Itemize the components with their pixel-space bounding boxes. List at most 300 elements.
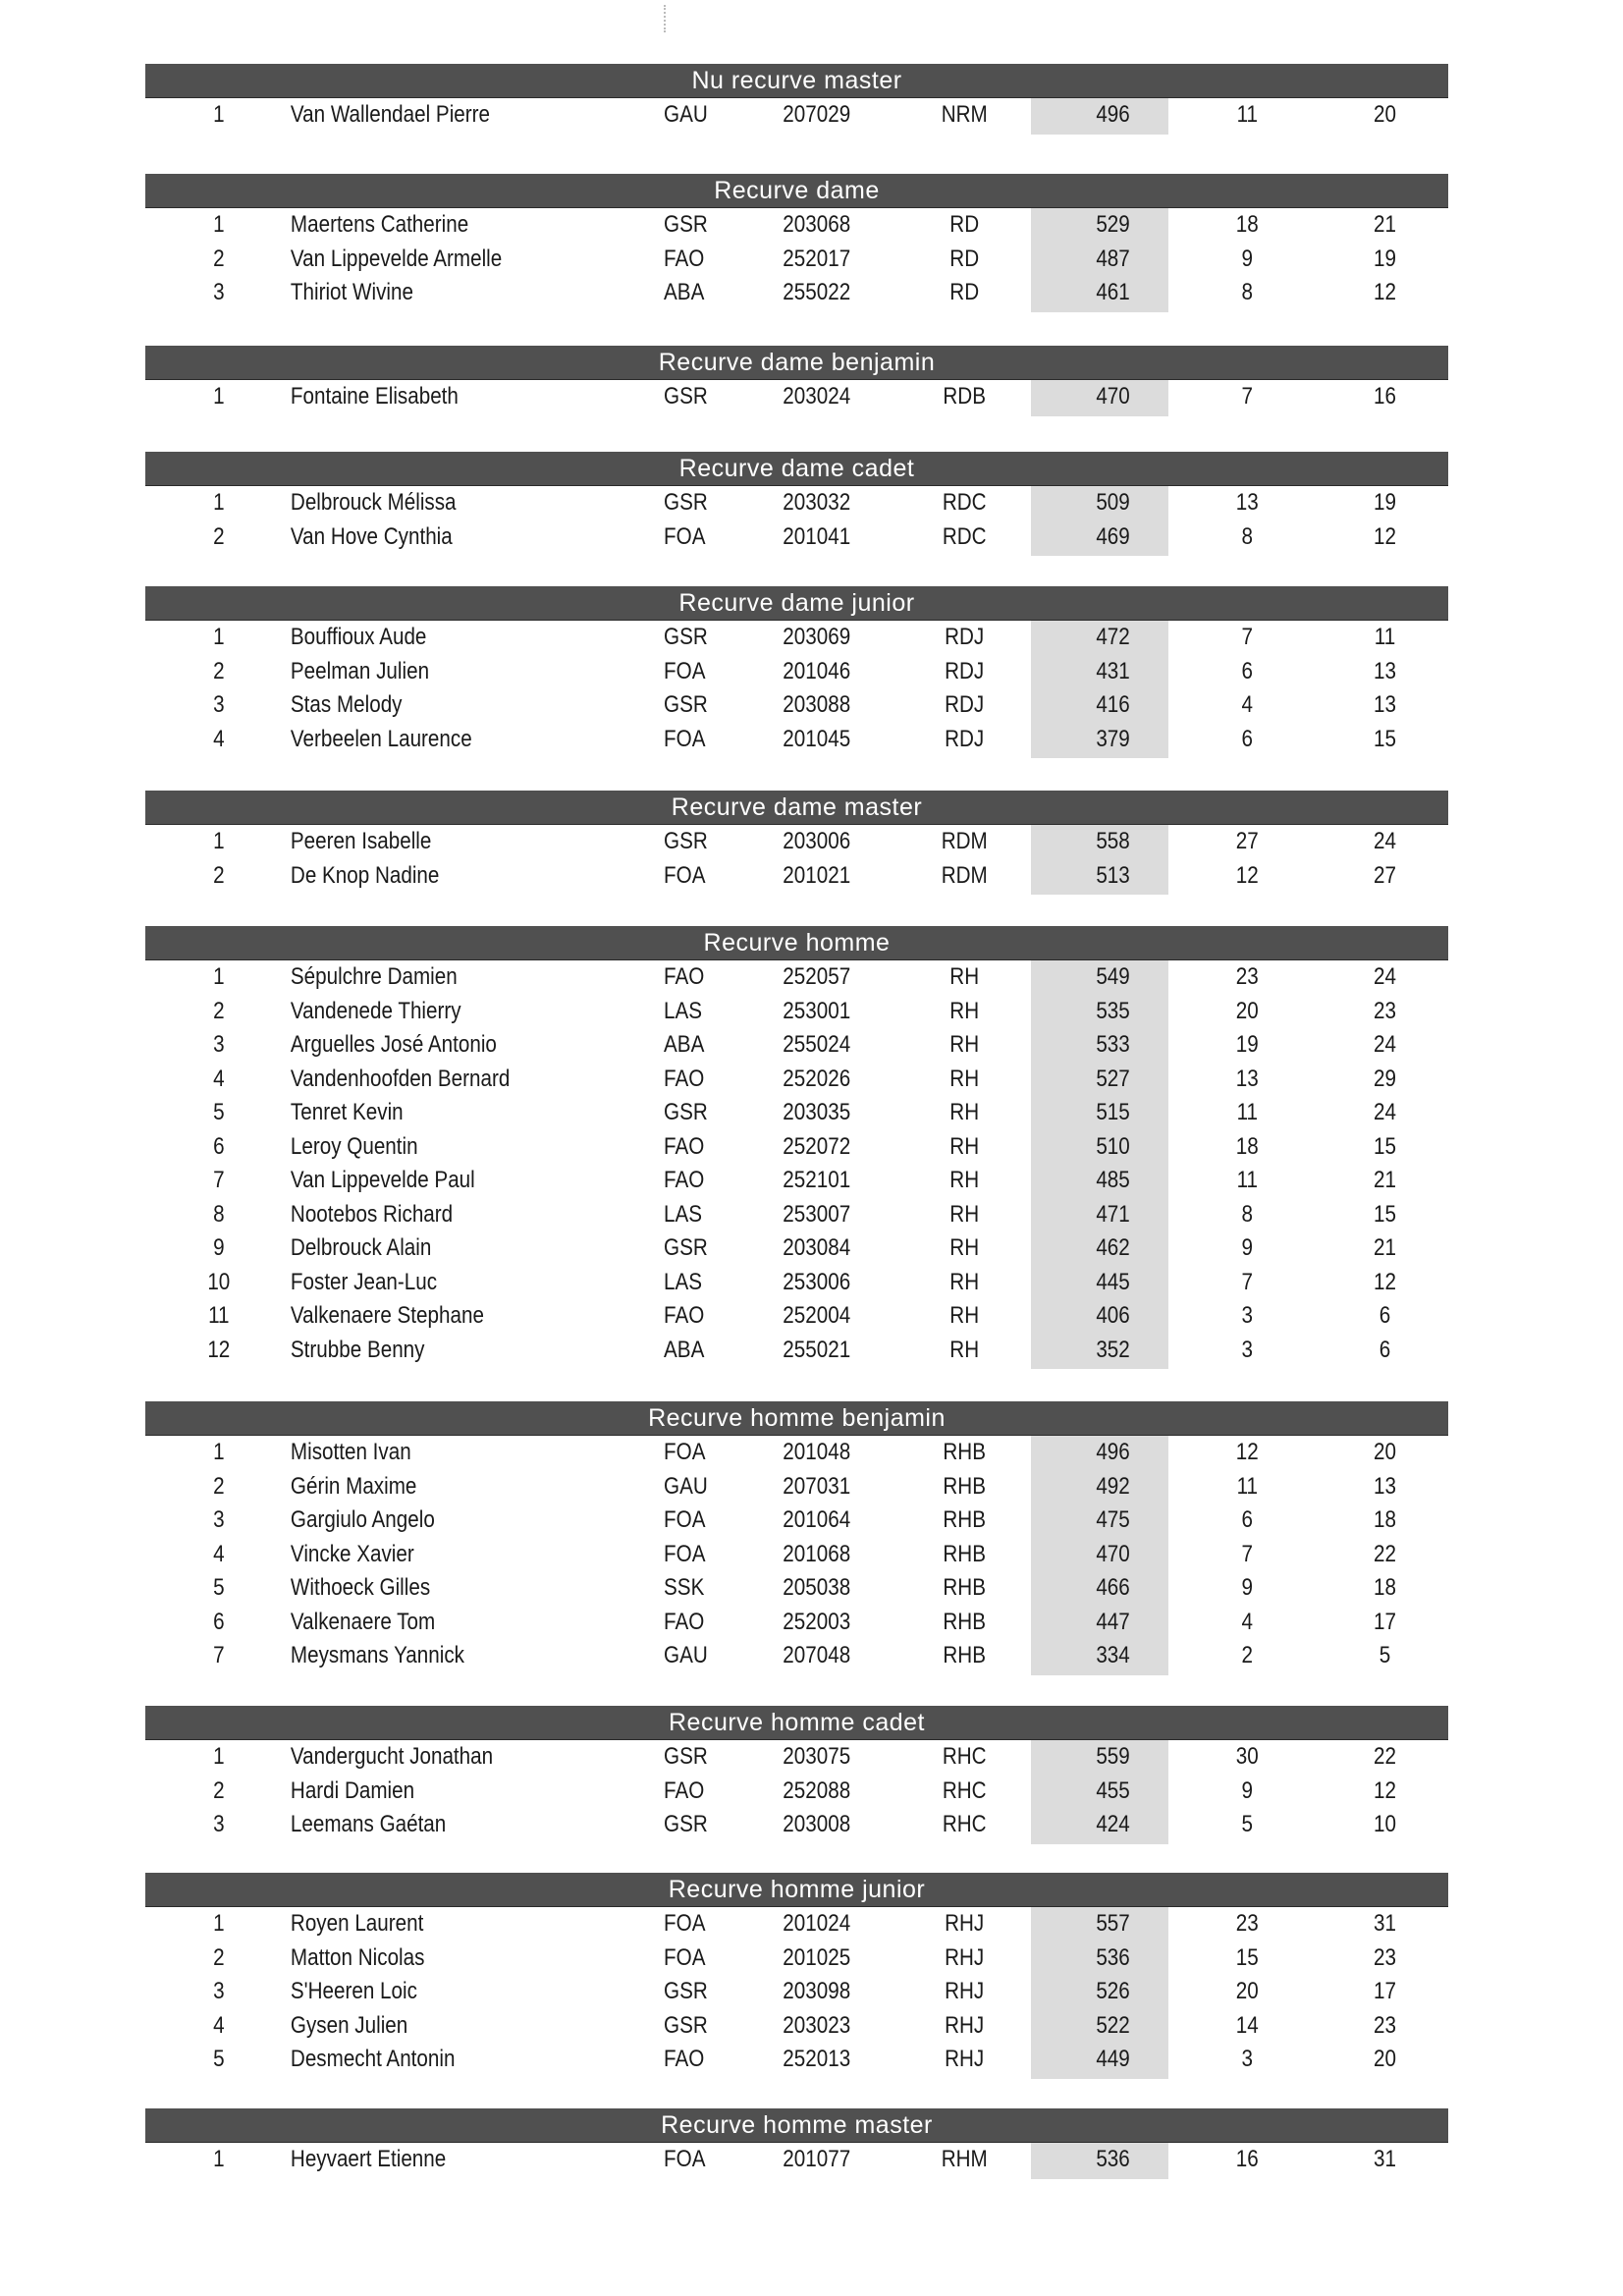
table-row	[145, 960, 1448, 995]
name-cell: Stas Melody	[290, 691, 403, 718]
category-cell: RHB	[943, 1439, 986, 1465]
col8-cell: 12	[1373, 522, 1396, 550]
col8-cell: 20	[1373, 101, 1396, 128]
category-cell: RHJ	[945, 1978, 985, 2004]
name-cell: Tenret Kevin	[290, 1099, 404, 1125]
col8-cell: 19	[1373, 489, 1396, 516]
score-cell: 445	[1096, 1268, 1130, 1295]
category-cell: RHJ	[945, 1910, 985, 1937]
club-cell: FOA	[664, 2146, 706, 2172]
name-cell: Meysmans Yannick	[290, 1642, 464, 1668]
license-cell: 201041	[783, 522, 851, 550]
club-cell: FAO	[664, 1132, 705, 1160]
license-cell: 252072	[783, 1132, 851, 1160]
score-cell: 536	[1096, 2146, 1130, 2172]
club-cell: GSR	[664, 691, 708, 718]
col7-cell: 11	[1236, 101, 1259, 128]
license-cell: 207048	[783, 1642, 851, 1668]
club-cell: GSR	[664, 489, 708, 516]
rank-cell: 2	[213, 245, 225, 272]
rank-cell: 2	[213, 1943, 225, 1971]
table-row	[145, 621, 1448, 655]
score-cell: 492	[1096, 1472, 1130, 1500]
score-cell: 449	[1096, 2046, 1130, 2072]
rank-cell: 6	[213, 1608, 225, 1635]
col7-cell: 14	[1235, 2011, 1259, 2039]
rank-cell: 5	[213, 2046, 225, 2072]
license-cell: 203032	[783, 489, 851, 516]
score-cell: 522	[1096, 2011, 1130, 2039]
col7-cell: 7	[1241, 383, 1254, 410]
rank-cell: 3	[213, 279, 225, 305]
col8-cell: 21	[1373, 1234, 1396, 1261]
table-row	[145, 520, 1448, 555]
name-cell: Verbeelen Laurence	[290, 725, 472, 752]
table-row	[145, 243, 1448, 277]
col7-cell: 2	[1241, 1642, 1254, 1668]
rank-cell: 2	[213, 1777, 225, 1804]
club-cell: FAO	[664, 1777, 705, 1804]
license-cell: 203006	[783, 828, 851, 854]
license-cell: 253006	[783, 1268, 851, 1295]
category-cell: RHJ	[945, 2011, 985, 2039]
club-cell: GSR	[664, 1234, 708, 1261]
score-cell: 533	[1096, 1031, 1130, 1058]
club-cell: FOA	[664, 1439, 706, 1465]
rank-cell: 3	[213, 1978, 225, 2004]
col8-cell: 17	[1373, 1608, 1396, 1635]
score-cell: 470	[1096, 1540, 1130, 1567]
category-cell: RDC	[942, 489, 987, 516]
col8-cell: 16	[1373, 383, 1396, 410]
section-recurve-homme-benjamin	[145, 1401, 1448, 1673]
name-cell: Heyvaert Etienne	[290, 2146, 447, 2172]
section-header: Recurve homme benjamin	[145, 1401, 1448, 1436]
section-recurve-homme-master	[145, 2108, 1448, 2177]
col8-cell: 15	[1373, 1200, 1396, 1228]
col8-cell: 22	[1373, 1540, 1396, 1567]
score-cell: 529	[1096, 211, 1130, 238]
table-row	[145, 1975, 1448, 2009]
score-cell: 431	[1096, 657, 1130, 684]
name-cell: Valkenaere Tom	[290, 1608, 436, 1635]
results-table	[145, 621, 1448, 756]
col7-cell: 23	[1235, 963, 1259, 990]
col8-cell: 18	[1373, 1574, 1396, 1601]
section-header: Recurve dame cadet	[145, 452, 1448, 486]
club-cell: LAS	[664, 1200, 703, 1228]
name-cell: Vincke Xavier	[290, 1540, 414, 1567]
table-row	[145, 1436, 1448, 1470]
license-cell: 201024	[783, 1910, 851, 1937]
col7-cell: 6	[1241, 1506, 1254, 1533]
club-cell: GSR	[664, 211, 708, 238]
category-cell: RHB	[943, 1472, 986, 1500]
col8-cell: 29	[1373, 1065, 1396, 1092]
rank-cell: 10	[207, 1268, 231, 1295]
table-row	[145, 1538, 1448, 1572]
rank-cell: 2	[213, 861, 225, 889]
license-cell: 203008	[783, 1811, 851, 1837]
club-cell: FAO	[664, 1302, 705, 1329]
col8-cell: 12	[1373, 279, 1396, 305]
score-cell: 526	[1096, 1978, 1130, 2004]
table-row	[145, 1231, 1448, 1266]
col7-cell: 4	[1241, 691, 1254, 718]
col7-cell: 19	[1235, 1031, 1259, 1058]
score-cell: 406	[1096, 1302, 1130, 1329]
license-cell: 201077	[783, 2146, 851, 2172]
club-cell: GSR	[664, 2011, 708, 2039]
club-cell: GAU	[664, 101, 708, 128]
col7-cell: 18	[1235, 1132, 1259, 1160]
score-cell: 513	[1096, 861, 1130, 889]
col7-cell: 13	[1235, 489, 1259, 516]
name-cell: Peelman Julien	[290, 657, 430, 684]
license-cell: 252004	[783, 1302, 851, 1329]
club-cell: LAS	[664, 1268, 703, 1295]
name-cell: Withoeck Gilles	[290, 1574, 431, 1601]
club-cell: ABA	[664, 1336, 705, 1363]
license-cell: 252026	[783, 1065, 851, 1092]
col7-cell: 23	[1235, 1910, 1259, 1937]
category-cell: RH	[949, 1302, 980, 1329]
table-row	[145, 1775, 1448, 1809]
score-cell: 496	[1096, 101, 1130, 128]
results-table	[145, 2143, 1448, 2177]
col7-cell: 11	[1236, 1472, 1259, 1500]
section-header: Nu recurve master	[145, 64, 1448, 98]
club-cell: GSR	[664, 624, 708, 650]
col7-cell: 7	[1241, 624, 1254, 650]
table-row	[145, 2143, 1448, 2177]
category-cell: RHJ	[945, 2046, 985, 2072]
table-row	[145, 1808, 1448, 1842]
section-recurve-dame	[145, 174, 1448, 310]
results-table	[145, 1740, 1448, 1842]
score-cell: 379	[1096, 725, 1130, 752]
col7-cell: 27	[1235, 828, 1259, 854]
rank-cell: 7	[213, 1167, 225, 1193]
score-cell: 535	[1096, 997, 1130, 1024]
category-cell: RDJ	[945, 725, 985, 752]
col8-cell: 19	[1373, 245, 1396, 272]
table-row	[145, 1334, 1448, 1368]
col8-cell: 15	[1373, 725, 1396, 752]
name-cell: Vandenhoofden Bernard	[290, 1065, 511, 1092]
score-cell: 334	[1096, 1642, 1130, 1668]
club-cell: SSK	[664, 1574, 705, 1601]
score-cell: 471	[1096, 1200, 1130, 1228]
table-row	[145, 1063, 1448, 1097]
score-cell: 485	[1096, 1167, 1130, 1193]
rank-cell: 3	[213, 1031, 225, 1058]
section-recurve-dame-benjamin	[145, 346, 1448, 414]
name-cell: Delbrouck Alain	[290, 1234, 432, 1261]
rank-cell: 1	[213, 101, 225, 128]
results-table	[145, 1436, 1448, 1673]
club-cell: GAU	[664, 1642, 708, 1668]
score-cell: 455	[1096, 1777, 1130, 1804]
rank-cell: 2	[213, 657, 225, 684]
license-cell: 201046	[783, 657, 851, 684]
col7-cell: 12	[1235, 861, 1259, 889]
rank-cell: 1	[213, 1439, 225, 1465]
license-cell: 252003	[783, 1608, 851, 1635]
name-cell: Van Lippevelde Paul	[290, 1167, 475, 1193]
rank-cell: 4	[213, 2011, 225, 2039]
table-row	[145, 1740, 1448, 1775]
club-cell: FOA	[664, 861, 706, 889]
col8-cell: 21	[1373, 211, 1396, 238]
license-cell: 201025	[783, 1943, 851, 1971]
col8-cell: 31	[1373, 2146, 1396, 2172]
rank-cell: 12	[207, 1336, 231, 1363]
category-cell: RHB	[943, 1540, 986, 1567]
table-row	[145, 1266, 1448, 1300]
name-cell: Van Hove Cynthia	[290, 522, 453, 550]
category-cell: RH	[949, 1132, 980, 1160]
club-cell: GAU	[664, 1472, 708, 1500]
rank-cell: 8	[213, 1200, 225, 1228]
club-cell: GSR	[664, 1743, 708, 1770]
col8-cell: 12	[1373, 1777, 1396, 1804]
club-cell: FAO	[664, 1608, 705, 1635]
license-cell: 203084	[783, 1234, 851, 1261]
col8-cell: 18	[1373, 1506, 1396, 1533]
name-cell: Vandenede Thierry	[290, 997, 461, 1024]
section-header: Recurve dame	[145, 174, 1448, 208]
rank-cell: 3	[213, 691, 225, 718]
rank-cell: 1	[213, 828, 225, 854]
rank-cell: 2	[213, 522, 225, 550]
score-cell: 447	[1096, 1608, 1130, 1635]
license-cell: 201064	[783, 1506, 851, 1533]
category-cell: RH	[949, 1234, 980, 1261]
section-recurve-dame-master	[145, 791, 1448, 893]
col8-cell: 23	[1373, 997, 1396, 1024]
rank-cell: 2	[213, 997, 225, 1024]
results-table	[145, 486, 1448, 554]
score-cell: 559	[1096, 1743, 1130, 1770]
col7-cell: 9	[1241, 1777, 1254, 1804]
name-cell: Van Lippevelde Armelle	[290, 245, 503, 272]
results-table	[145, 208, 1448, 310]
license-cell: 252101	[783, 1167, 851, 1193]
col8-cell: 5	[1379, 1642, 1391, 1668]
col7-cell: 8	[1241, 1200, 1254, 1228]
category-cell: RDM	[941, 861, 988, 889]
club-cell: FOA	[664, 1506, 706, 1533]
col8-cell: 23	[1373, 1943, 1396, 1971]
score-cell: 557	[1096, 1910, 1130, 1937]
category-cell: RH	[949, 997, 980, 1024]
table-row	[145, 2043, 1448, 2077]
score-cell: 496	[1096, 1439, 1130, 1465]
category-cell: RHC	[942, 1743, 987, 1770]
name-cell: Fontaine Elisabeth	[290, 383, 459, 410]
col8-cell: 13	[1373, 657, 1396, 684]
club-cell: FAO	[664, 1167, 705, 1193]
score-cell: 558	[1096, 828, 1130, 854]
rank-cell: 4	[213, 1065, 225, 1092]
col8-cell: 12	[1373, 1268, 1396, 1295]
name-cell: Hardi Damien	[290, 1777, 415, 1804]
col8-cell: 11	[1374, 624, 1396, 650]
license-cell: 255022	[783, 279, 851, 305]
name-cell: Matton Nicolas	[290, 1943, 425, 1971]
name-cell: Gargiulo Angelo	[290, 1506, 435, 1533]
col7-cell: 9	[1241, 1574, 1254, 1601]
col7-cell: 8	[1241, 279, 1254, 305]
category-cell: RD	[949, 279, 980, 305]
category-cell: RD	[949, 211, 980, 238]
license-cell: 203023	[783, 2011, 851, 2039]
category-cell: RDM	[941, 828, 988, 854]
name-cell: Van Wallendael Pierre	[290, 101, 490, 128]
col7-cell: 30	[1235, 1743, 1259, 1770]
table-row	[145, 2009, 1448, 2044]
table-row	[145, 859, 1448, 894]
col8-cell: 13	[1373, 691, 1396, 718]
license-cell: 203069	[783, 624, 851, 650]
category-cell: RH	[949, 1065, 980, 1092]
name-cell: Maertens Catherine	[290, 211, 469, 238]
results-table	[145, 1907, 1448, 2077]
col8-cell: 24	[1373, 1099, 1396, 1125]
section-recurve-homme	[145, 926, 1448, 1367]
col8-cell: 6	[1379, 1336, 1391, 1363]
table-row	[145, 486, 1448, 520]
license-cell: 203035	[783, 1099, 851, 1125]
category-cell: RH	[949, 1031, 980, 1058]
col8-cell: 17	[1373, 1978, 1396, 2004]
name-cell: Delbrouck Mélissa	[290, 489, 457, 516]
section-header: Recurve homme	[145, 926, 1448, 960]
table-row	[145, 1130, 1448, 1165]
score-cell: 416	[1096, 691, 1130, 718]
col8-cell: 20	[1373, 2046, 1396, 2072]
col7-cell: 11	[1236, 1167, 1259, 1193]
rank-cell: 1	[213, 383, 225, 410]
rank-cell: 3	[213, 1811, 225, 1837]
rank-cell: 11	[208, 1302, 230, 1329]
category-cell: RH	[949, 1200, 980, 1228]
score-cell: 352	[1096, 1336, 1130, 1363]
category-cell: RDC	[942, 522, 987, 550]
table-row	[145, 1164, 1448, 1198]
name-cell: Valkenaere Stephane	[290, 1302, 484, 1329]
rank-cell: 5	[213, 1099, 225, 1125]
license-cell: 252017	[783, 245, 851, 272]
col8-cell: 24	[1373, 1031, 1396, 1058]
club-cell: FOA	[664, 1910, 706, 1937]
score-cell: 549	[1096, 963, 1130, 990]
score-cell: 466	[1096, 1574, 1130, 1601]
col8-cell: 27	[1373, 861, 1396, 889]
rank-cell: 1	[213, 1743, 225, 1770]
name-cell: Royen Laurent	[290, 1910, 424, 1937]
section-header: Recurve homme cadet	[145, 1706, 1448, 1740]
score-cell: 462	[1096, 1234, 1130, 1261]
table-row	[145, 825, 1448, 859]
col8-cell: 10	[1373, 1811, 1396, 1837]
score-cell: 487	[1096, 245, 1130, 272]
results-table	[145, 98, 1448, 133]
table-row	[145, 1503, 1448, 1538]
license-cell: 252088	[783, 1777, 851, 1804]
col8-cell: 6	[1379, 1302, 1391, 1329]
score-cell: 475	[1096, 1506, 1130, 1533]
club-cell: ABA	[664, 279, 705, 305]
license-cell: 253007	[783, 1200, 851, 1228]
club-cell: FOA	[664, 522, 706, 550]
name-cell: Desmecht Antonin	[290, 2046, 456, 2072]
name-cell: Gérin Maxime	[290, 1472, 417, 1500]
score-cell: 536	[1096, 1943, 1130, 1971]
col7-cell: 3	[1241, 2046, 1254, 2072]
club-cell: FAO	[664, 2046, 705, 2072]
rank-cell: 1	[213, 489, 225, 516]
table-row	[145, 1299, 1448, 1334]
table-row	[145, 1907, 1448, 1941]
license-cell: 203075	[783, 1743, 851, 1770]
category-cell: RHJ	[945, 1943, 985, 1971]
section-recurve-dame-junior	[145, 586, 1448, 756]
table-row	[145, 208, 1448, 243]
club-cell: GSR	[664, 383, 708, 410]
name-cell: Bouffioux Aude	[290, 624, 427, 650]
club-cell: FOA	[664, 725, 706, 752]
col8-cell: 13	[1373, 1472, 1396, 1500]
category-cell: RHB	[943, 1506, 986, 1533]
col8-cell: 20	[1373, 1439, 1396, 1465]
license-cell: 252057	[783, 963, 851, 990]
col7-cell: 4	[1241, 1608, 1254, 1635]
rank-cell: 1	[213, 1910, 225, 1937]
score-cell: 515	[1096, 1099, 1130, 1125]
score-cell: 510	[1096, 1132, 1130, 1160]
table-row	[145, 723, 1448, 757]
section-header: Recurve homme junior	[145, 1873, 1448, 1907]
section-header: Recurve dame benjamin	[145, 346, 1448, 380]
table-row	[145, 1096, 1448, 1130]
results-table	[145, 960, 1448, 1367]
col7-cell: 13	[1235, 1065, 1259, 1092]
name-cell: S'Heeren Loic	[290, 1978, 417, 2004]
table-row	[145, 1470, 1448, 1504]
score-cell: 424	[1096, 1811, 1130, 1837]
name-cell: Arguelles José Antonio	[290, 1031, 497, 1058]
license-cell: 203024	[783, 383, 851, 410]
table-row	[145, 1941, 1448, 1976]
license-cell: 207029	[783, 101, 851, 128]
col7-cell: 12	[1235, 1439, 1259, 1465]
club-cell: GSR	[664, 1811, 708, 1837]
rank-cell: 2	[213, 1472, 225, 1500]
score-cell: 509	[1096, 489, 1130, 516]
license-cell: 201021	[783, 861, 851, 889]
score-cell: 469	[1096, 522, 1130, 550]
name-cell: Vandergucht Jonathan	[290, 1743, 494, 1770]
col8-cell: 24	[1373, 963, 1396, 990]
name-cell: Peeren Isabelle	[290, 828, 432, 854]
rank-cell: 1	[213, 2146, 225, 2172]
section-header: Recurve homme master	[145, 2108, 1448, 2143]
rank-cell: 1	[213, 624, 225, 650]
category-cell: RH	[949, 1167, 980, 1193]
table-row	[145, 1198, 1448, 1232]
